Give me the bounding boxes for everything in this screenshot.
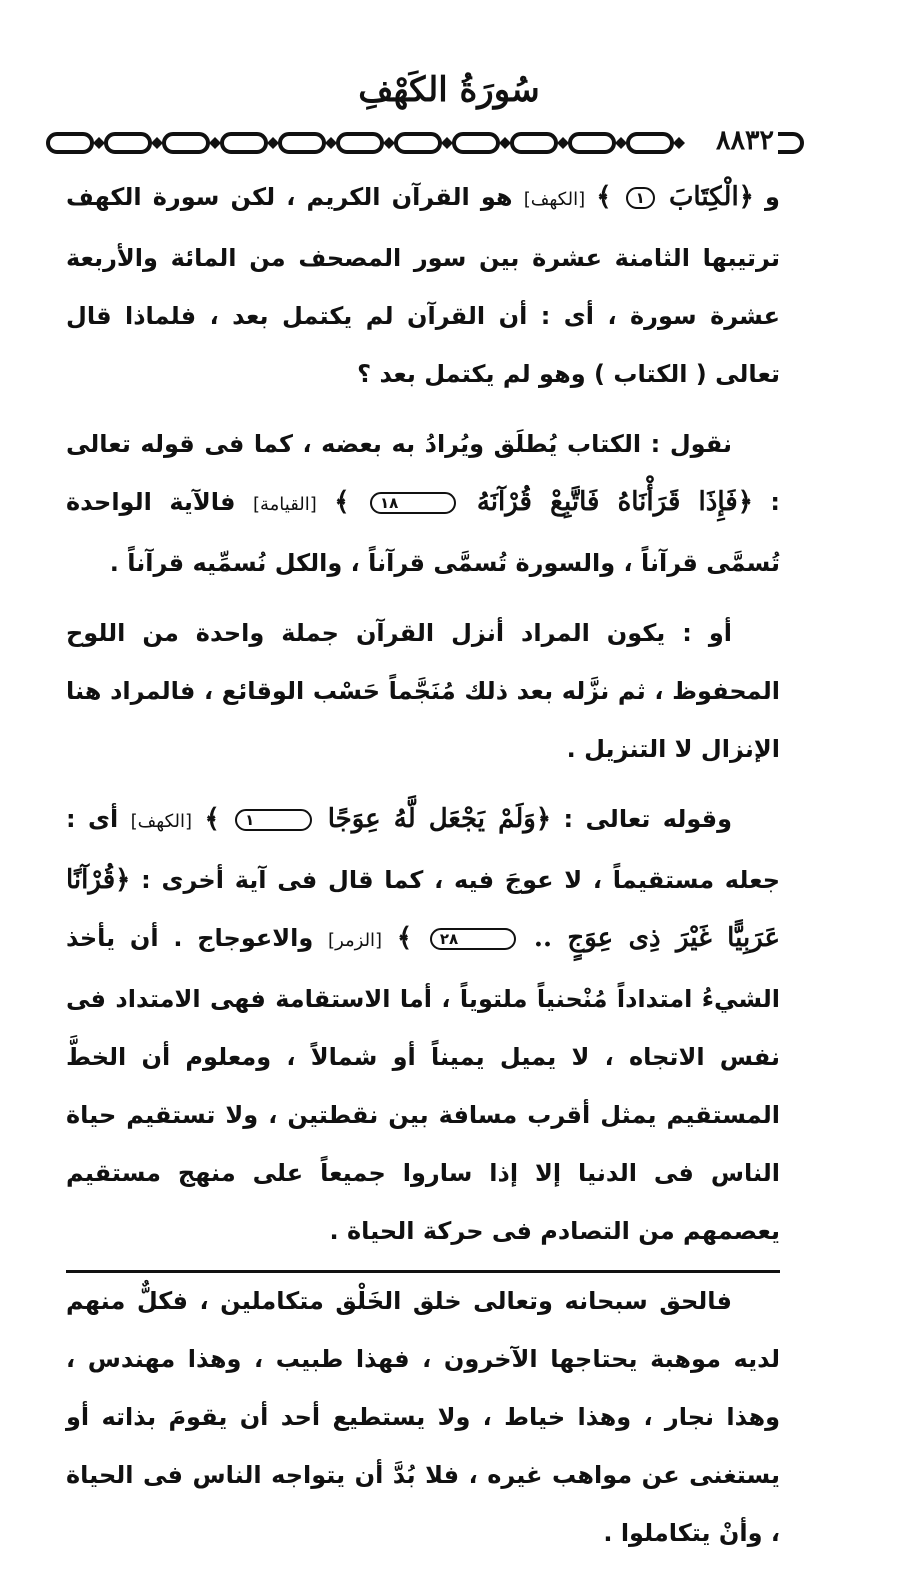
chain-diamond — [325, 137, 337, 149]
paragraph-text: فالحق سبحانه وتعالى خلق الخَلْق متكاملين ، فكلٌّ منهم لديه موهبة يحتاجها الآخرون ، فهذا طبيب ، وهذا مهندس ، وهذا نجار ، وهذا خياط ، ولا يستطيع أحد أن يقومَ بذاته أو يستغنى عن مواهب غيره ، فلا بُدَّ أن يتواجه الناس فى الحياة ، وأنْ يتكاملوا . — [66, 1287, 780, 1547]
chain-diamond — [209, 137, 221, 149]
chain-diamond — [151, 137, 163, 149]
verse-number: ١ — [626, 187, 655, 209]
main-text — [66, 168, 780, 1574]
verse-number: ١ — [235, 809, 312, 831]
quran-quote: ﴿الْكِتَابَ — [668, 182, 754, 212]
surah-reference: [القيامة] — [252, 494, 317, 515]
surah-reference: [الكهف] — [523, 189, 586, 210]
paragraph-text: فالآية الواحدة تُسمَّى قرآناً ، والسورة تُسمَّى قرآناً ، والكل نُسمِّيه قرآناً . — [66, 488, 780, 577]
chain-link — [48, 134, 92, 152]
surah-reference: [الكهف] — [130, 811, 193, 832]
paragraph-text: والاعوجاج . أن يأخذ الشيءُ امتداداً مُنْحنياً ملتوياً ، أما الاستقامة فهى الامتداد فى نفس الاتجاه ، لا يميل يميناً أو شمالاً ، ومعلوم أن الخطَّ المستقيم يمثل أقرب مسافة بين نقطتين ، ولا تستقيم حياة الناس فى الدنيا إلا إذا ساروا جميعاً على منهج مستقيم يعصمهم من التصادم فى حركة الحياة . — [66, 924, 780, 1245]
chain-link — [454, 134, 498, 152]
chain-link — [396, 134, 440, 152]
header-ornament — [46, 126, 806, 160]
chain-link — [106, 134, 150, 152]
verse-number: ٢٨ — [430, 928, 516, 950]
chain-diamond — [383, 137, 395, 149]
quote-close: ﴾ — [396, 923, 413, 953]
paragraph-text: هو القرآن الكريم ، لكن سورة الكهف ترتيبها الثامنة عشرة بين سور المصحف من المائة والأربعة عشرة سورة ، أى : أن القرآن لم يكتمل بعد ، فلماذا قال تعالى ( الكتاب ) وهو لم يكتمل بعد ؟ — [66, 183, 780, 388]
chain-diamond — [93, 137, 105, 149]
chain-diamond — [267, 137, 279, 149]
chain-link — [280, 134, 324, 152]
chain-link — [164, 134, 208, 152]
paragraph-4 — [66, 790, 780, 1260]
paragraph-text: نقول : الكتاب يُطلَق ويُرادُ به بعضه ، كما فى قوله تعالى : — [66, 430, 781, 516]
surah-reference: [الزمر] — [328, 930, 383, 951]
chain-diamond — [499, 137, 511, 149]
chain-diamond — [441, 137, 453, 149]
quran-quote: ﴿وَلَمْ يَجْعَل لَّهُ عِوَجًا — [327, 804, 552, 834]
footer-divider — [66, 1270, 780, 1273]
paragraph-5 — [66, 1272, 780, 1562]
paragraph-text: أى : جعله مستقيماً ، لا عوجَ فيه ، كما قال فى آية أخرى : — [66, 805, 780, 894]
quote-close: ﴾ — [204, 804, 220, 834]
paragraph-2 — [66, 415, 780, 592]
paragraph-1 — [66, 168, 780, 403]
chain-border-graphic — [46, 126, 806, 160]
paragraph-3 — [66, 604, 780, 778]
chain-diamond — [615, 137, 627, 149]
paragraph-text: و — [753, 183, 780, 211]
quran-quote: ﴿قُرْآنًا عَرَبِيًّا غَيْرَ ذِى عِوَجٍ .. — [66, 865, 781, 953]
paragraph-text: وقوله تعالى : — [551, 805, 733, 833]
page-number: ٨٨٣٢ — [712, 125, 778, 156]
chain-link — [222, 134, 266, 152]
quote-close: ﴾ — [596, 182, 612, 212]
paragraph-text: أو : يكون المراد أنزل القرآن جملة واحدة من اللوح المحفوظ ، ثم نزَّله بعد ذلك مُنَجَّماً حَسْب الوقائع ، فالمراد هنا الإنزال لا التنزيل . — [66, 619, 780, 763]
chain-link — [628, 134, 672, 152]
verse-number: ١٨ — [370, 492, 456, 514]
quote-close: ﴾ — [334, 487, 350, 517]
chain-link — [570, 134, 614, 152]
chain-link — [512, 134, 556, 152]
surah-title: سُورَةُ الكَهْفِ — [358, 70, 540, 110]
chain-diamond — [557, 137, 569, 149]
chain-diamond — [673, 137, 685, 149]
quran-quote: ﴿فَإِذَا قَرَأْنَاهُ فَاتَّبِعْ قُرْآنَهُ — [476, 487, 753, 517]
chain-link — [338, 134, 382, 152]
